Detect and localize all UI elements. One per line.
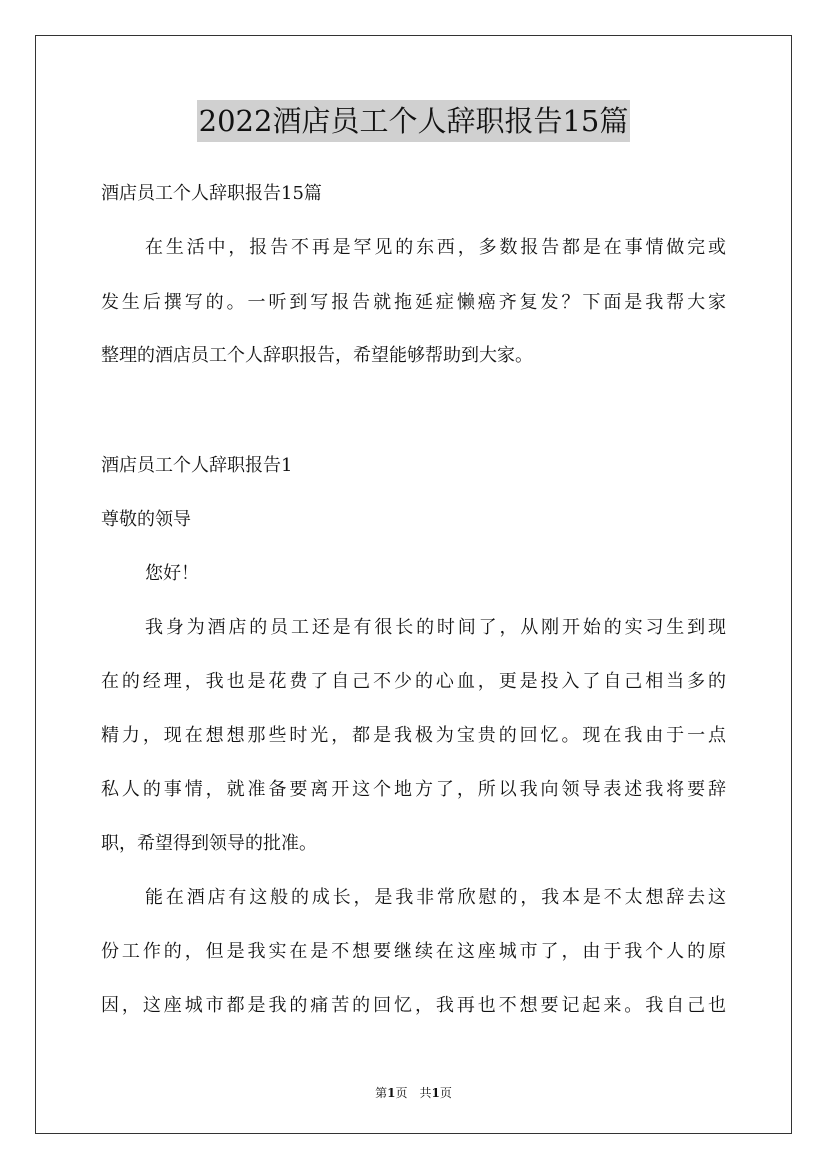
subtitle: 酒店员工个人辞职报告15篇 [101,183,322,204]
paragraph-line: 精力，现在想想那些时光，都是我极为宝贵的回忆。现在我由于一点 [101,725,726,746]
paragraph-line: 能在酒店有这般的成长，是我非常欣慰的，我本是不太想辞去这 [145,887,726,908]
document-title: 2022酒店员工个人辞职报告15篇 [197,100,631,142]
intro-line: 整理的酒店员工个人辞职报告，希望能够帮助到大家。 [101,345,533,366]
paragraph-line: 份工作的，但是我实在是不想要继续在这座城市了，由于我个人的原 [101,941,726,962]
paragraph-line: 在的经理，我也是花费了自己不少的心血，更是投入了自己相当多的 [101,671,726,692]
section-heading: 酒店员工个人辞职报告1 [101,455,293,476]
intro-line: 发生后撰写的。一听到写报告就拖延症懒癌齐复发？下面是我帮大家 [101,292,726,313]
footer-mid: 页 共 [395,1086,432,1100]
footer-prefix: 第 [375,1086,388,1100]
footer-page-total: 1 [431,1086,440,1100]
title-container [0,100,827,142]
page-footer [0,1085,827,1101]
paragraph-line: 职，希望得到领导的批准。 [101,833,317,854]
paragraph-line: 私人的事情，就准备要离开这个地方了，所以我向领导表述我将要辞 [101,779,726,800]
intro-line: 在生活中，报告不再是罕见的东西，多数报告都是在事情做完或 [145,237,726,258]
salutation: 尊敬的领导 [101,509,191,530]
paragraph-line: 因，这座城市都是我的痛苦的回忆，我再也不想要记起来。我自己也 [101,995,726,1016]
footer-suffix: 页 [439,1086,452,1100]
paragraph-line: 我身为酒店的员工还是有很长的时间了，从刚开始的实习生到现 [145,617,726,638]
footer-page-number: 1 [387,1086,396,1100]
greeting: 您好！ [145,563,199,584]
